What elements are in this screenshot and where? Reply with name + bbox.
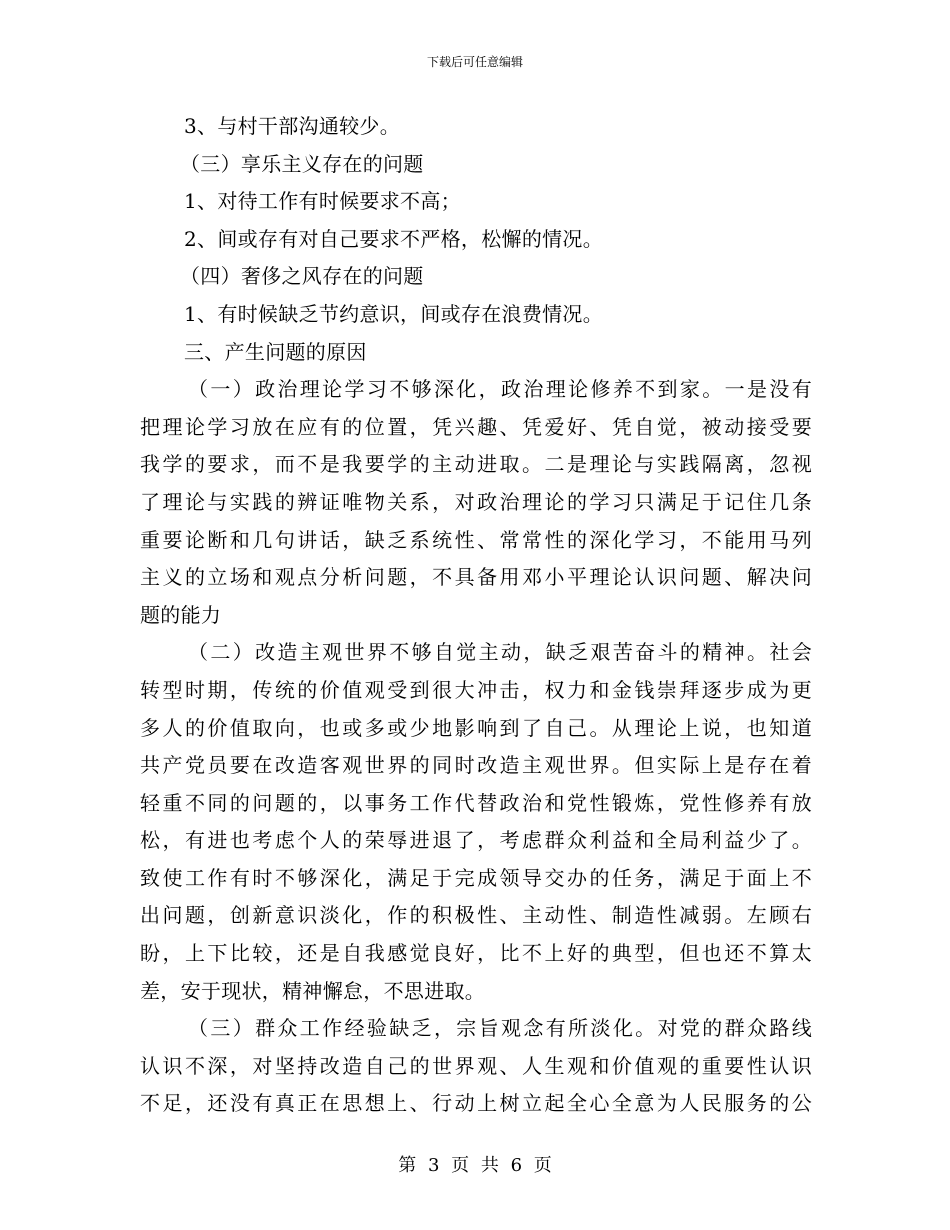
paragraph-line: （二）改造主观世界不够自觉主动，缺乏艰苦奋斗的精神。社会 [188, 640, 812, 665]
document-body [140, 108, 812, 1123]
text-line: 1、对待工作有时候要求不高； [184, 189, 461, 214]
paragraph-line: 了理论与实践的辨证唯物关系，对政治理论的学习只满足于记住几条 [140, 489, 812, 514]
paragraph-line: 题的能力 [140, 602, 222, 627]
paragraph-line: 主义的立场和观点分析问题，不具备用邓小平理论认识问题、解决问 [140, 565, 812, 590]
paragraph-line: （三）群众工作经验缺乏，宗旨观念有所淡化。对党的群众路线 [188, 1016, 812, 1041]
paragraph-line: 不足，还没有真正在思想上、行动上树立起全心全意为人民服务的公 [140, 1091, 812, 1116]
paragraph-line: 松，有进也考虑个人的荣辱进退了，考虑群众利益和全局利益少了。 [140, 828, 812, 853]
paragraph-line: 出问题，创新意识淡化，作的积极性、主动性、制造性减弱。左顾右 [140, 903, 812, 928]
paragraph-line: 多人的价值取向，也或多或少地影响到了自己。从理论上说，也知道 [140, 715, 812, 740]
paragraph-line: 我学的要求，而不是我要学的主动进取。二是理论与实践隔离，忽视 [140, 452, 812, 477]
section-heading: （四）奢侈之风存在的问题 [180, 264, 424, 289]
paragraph-line: 轻重不同的问题的，以事务工作代替政治和党性锻炼，党性修养有放 [140, 790, 812, 815]
paragraph-line: 转型时期，传统的价值观受到很大冲击，权力和金钱崇拜逐步成为更 [140, 677, 812, 702]
paragraph-line: （一）政治理论学习不够深化，政治理论修养不到家。一是没有 [188, 377, 812, 402]
paragraph-line: 致使工作有时不够深化，满足于完成领导交办的任务，满足于面上不 [140, 865, 812, 890]
paragraph-line: 差，安于现状，精神懈怠，不思进取。 [140, 978, 486, 1003]
page-header: 下载后可任意编辑 [426, 55, 523, 69]
page-number: 第 3 页 共 6 页 [398, 1155, 552, 1176]
paragraph-line: 盼，上下比较，还是自我感觉良好，比不上好的典型，但也还不算太 [140, 941, 812, 966]
text-line: 1、有时候缺乏节约意识，间或存在浪费情况。 [184, 301, 604, 326]
text-line: 3、与村干部沟通较少。 [184, 114, 401, 138]
paragraph-line: 共产党员要在改造客观世界的同时改造主观世界。但实际上是存在着 [140, 753, 812, 778]
paragraph-line: 认识不深，对坚持改造自己的世界观、人生观和价值观的重要性认识 [140, 1053, 812, 1078]
section-heading: 三、产生问题的原因 [184, 339, 367, 364]
paragraph-line: 重要论断和几句讲话，缺乏系统性、常常性的深化学习，不能用马列 [140, 527, 812, 552]
section-heading: （三）享乐主义存在的问题 [180, 151, 424, 176]
text-line: 2、间或存有对自己要求不严格，松懈的情况。 [184, 226, 604, 251]
paragraph-line: 把理论学习放在应有的位置，凭兴趣、凭爱好、凭自觉，被动接受要 [140, 414, 812, 439]
